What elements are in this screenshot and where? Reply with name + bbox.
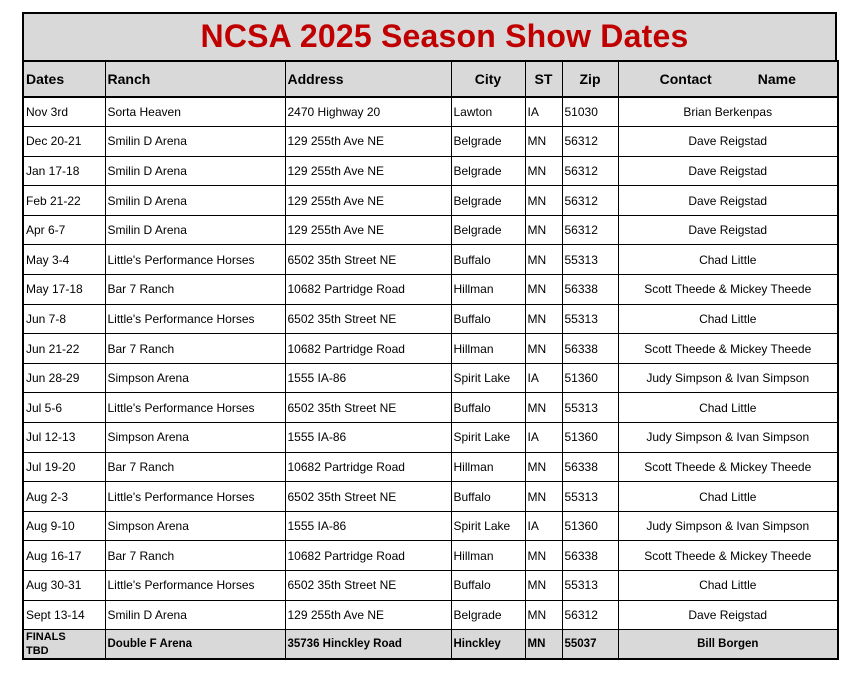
cell-contact: Chad Little [618, 482, 838, 512]
cell-ranch: Bar 7 Ranch [105, 541, 285, 571]
cell-address: 10682 Partridge Road [285, 452, 451, 482]
finals-label: FINALS [26, 631, 66, 644]
cell-contact: Brian Berkenpas [618, 97, 838, 127]
cell-dates: Nov 3rd [23, 97, 105, 127]
cell-city: Buffalo [451, 571, 525, 601]
cell-zip: 51360 [562, 423, 618, 453]
cell-contact: Dave Reigstad [618, 600, 838, 630]
cell-st: IA [525, 363, 562, 393]
cell-st: MN [525, 452, 562, 482]
cell-city: Hillman [451, 541, 525, 571]
show-dates-table [22, 60, 839, 660]
cell-city: Belgrade [451, 127, 525, 157]
page-title: NCSA 2025 Season Show Dates [200, 18, 689, 54]
cell-st: IA [525, 423, 562, 453]
cell-contact: Chad Little [618, 304, 838, 334]
cell-ranch: Bar 7 Ranch [105, 275, 285, 305]
cell-zip: 56312 [562, 215, 618, 245]
table-row [23, 541, 838, 571]
cell-st: MN [525, 156, 562, 186]
table-row [23, 511, 838, 541]
cell-dates: Dec 20-21 [23, 127, 105, 157]
cell-city: Hillman [451, 334, 525, 364]
cell-dates: Jun 21-22 [23, 334, 105, 364]
cell-contact: Dave Reigstad [618, 215, 838, 245]
cell-ranch: Smilin D Arena [105, 215, 285, 245]
cell-city: Hinckley [451, 630, 525, 660]
table-row [23, 423, 838, 453]
cell-address: 10682 Partridge Road [285, 275, 451, 305]
cell-dates: Aug 9-10 [23, 511, 105, 541]
header-address: Address [285, 61, 451, 97]
cell-dates: Jun 7-8 [23, 304, 105, 334]
cell-address: 10682 Partridge Road [285, 334, 451, 364]
cell-address: 129 255th Ave NE [285, 156, 451, 186]
cell-ranch: Bar 7 Ranch [105, 452, 285, 482]
cell-st: MN [525, 334, 562, 364]
table-row [23, 571, 838, 601]
header-st: ST [525, 61, 562, 97]
table-row [23, 275, 838, 305]
cell-dates: Sept 13-14 [23, 600, 105, 630]
cell-zip: 56338 [562, 334, 618, 364]
cell-city: Hillman [451, 452, 525, 482]
cell-st: MN [525, 541, 562, 571]
cell-st: MN [525, 245, 562, 275]
cell-st: IA [525, 511, 562, 541]
cell-ranch: Smilin D Arena [105, 186, 285, 216]
cell-zip: 56338 [562, 275, 618, 305]
cell-address: 1555 IA-86 [285, 511, 451, 541]
cell-address: 6502 35th Street NE [285, 304, 451, 334]
cell-st: IA [525, 97, 562, 127]
cell-city: Belgrade [451, 186, 525, 216]
cell-dates: Aug 16-17 [23, 541, 105, 571]
table-row [23, 186, 838, 216]
finals-row [23, 630, 838, 660]
cell-address: 6502 35th Street NE [285, 245, 451, 275]
cell-address: 6502 35th Street NE [285, 571, 451, 601]
cell-contact: Chad Little [618, 393, 838, 423]
table-row [23, 393, 838, 423]
cell-ranch: Little's Performance Horses [105, 304, 285, 334]
cell-ranch: Simpson Arena [105, 363, 285, 393]
cell-address: 129 255th Ave NE [285, 186, 451, 216]
cell-zip: 56312 [562, 186, 618, 216]
cell-st: MN [525, 600, 562, 630]
table-row [23, 127, 838, 157]
cell-contact: Scott Theede & Mickey Theede [618, 541, 838, 571]
cell-st: MN [525, 215, 562, 245]
table-row [23, 215, 838, 245]
table-header-row [23, 61, 838, 97]
table-row [23, 304, 838, 334]
cell-address: 35736 Hinckley Road [285, 630, 451, 660]
cell-city: Buffalo [451, 304, 525, 334]
cell-city: Spirit Lake [451, 363, 525, 393]
table-row [23, 156, 838, 186]
cell-contact: Judy Simpson & Ivan Simpson [618, 423, 838, 453]
cell-dates: May 3-4 [23, 245, 105, 275]
cell-zip: 55313 [562, 393, 618, 423]
cell-dates: Feb 21-22 [23, 186, 105, 216]
cell-city: Spirit Lake [451, 511, 525, 541]
cell-dates: May 17-18 [23, 275, 105, 305]
finals-tbd: TBD [26, 645, 49, 658]
table-row [23, 452, 838, 482]
cell-address: 1555 IA-86 [285, 363, 451, 393]
header-contact-name [618, 61, 838, 97]
table-body [23, 97, 838, 659]
cell-zip: 51360 [562, 511, 618, 541]
cell-ranch: Smilin D Arena [105, 156, 285, 186]
cell-zip: 56338 [562, 541, 618, 571]
cell-st: MN [525, 393, 562, 423]
cell-contact: Dave Reigstad [618, 127, 838, 157]
cell-zip: 56312 [562, 156, 618, 186]
cell-zip: 51360 [562, 363, 618, 393]
header-city: City [451, 61, 525, 97]
cell-address: 1555 IA-86 [285, 423, 451, 453]
header-ranch: Ranch [105, 61, 285, 97]
cell-city: Buffalo [451, 393, 525, 423]
cell-dates: Aug 30-31 [23, 571, 105, 601]
table-row [23, 334, 838, 364]
cell-contact: Scott Theede & Mickey Theede [618, 452, 838, 482]
table-row [23, 482, 838, 512]
cell-city: Spirit Lake [451, 423, 525, 453]
table-row [23, 363, 838, 393]
cell-dates: Jul 19-20 [23, 452, 105, 482]
cell-address: 129 255th Ave NE [285, 127, 451, 157]
cell-zip: 55313 [562, 571, 618, 601]
cell-address: 10682 Partridge Road [285, 541, 451, 571]
header-zip: Zip [562, 61, 618, 97]
schedule-sheet [22, 12, 837, 660]
cell-contact: Scott Theede & Mickey Theede [618, 275, 838, 305]
table-row [23, 97, 838, 127]
cell-city: Belgrade [451, 215, 525, 245]
cell-dates [23, 630, 105, 660]
cell-zip: 55313 [562, 304, 618, 334]
cell-city: Belgrade [451, 156, 525, 186]
cell-city: Buffalo [451, 482, 525, 512]
cell-contact: Chad Little [618, 245, 838, 275]
cell-ranch: Smilin D Arena [105, 127, 285, 157]
cell-contact: Judy Simpson & Ivan Simpson [618, 363, 838, 393]
cell-zip: 51030 [562, 97, 618, 127]
cell-address: 6502 35th Street NE [285, 482, 451, 512]
cell-address: 129 255th Ave NE [285, 600, 451, 630]
cell-address: 2470 Highway 20 [285, 97, 451, 127]
cell-ranch: Simpson Arena [105, 511, 285, 541]
cell-st: MN [525, 482, 562, 512]
cell-contact: Bill Borgen [618, 630, 838, 660]
cell-ranch: Little's Performance Horses [105, 571, 285, 601]
cell-ranch: Double F Arena [105, 630, 285, 660]
cell-zip: 56338 [562, 452, 618, 482]
cell-zip: 55037 [562, 630, 618, 660]
cell-ranch: Little's Performance Horses [105, 482, 285, 512]
cell-dates: Jul 5-6 [23, 393, 105, 423]
cell-contact: Dave Reigstad [618, 186, 838, 216]
cell-dates: Jan 17-18 [23, 156, 105, 186]
header-dates: Dates [23, 61, 105, 97]
table-row [23, 600, 838, 630]
table-row [23, 245, 838, 275]
cell-zip: 55313 [562, 245, 618, 275]
cell-st: MN [525, 127, 562, 157]
cell-dates: Jul 12-13 [23, 423, 105, 453]
cell-contact: Scott Theede & Mickey Theede [618, 334, 838, 364]
title-bar [22, 12, 837, 60]
cell-st: MN [525, 186, 562, 216]
cell-contact: Chad Little [618, 571, 838, 601]
cell-ranch: Little's Performance Horses [105, 393, 285, 423]
cell-st: MN [525, 304, 562, 334]
header-name: Name [757, 71, 796, 87]
header-contact: Contact [659, 71, 712, 87]
cell-dates: Jun 28-29 [23, 363, 105, 393]
cell-ranch: Simpson Arena [105, 423, 285, 453]
cell-city: Lawton [451, 97, 525, 127]
cell-address: 129 255th Ave NE [285, 215, 451, 245]
cell-zip: 55313 [562, 482, 618, 512]
cell-dates: Aug 2-3 [23, 482, 105, 512]
cell-city: Belgrade [451, 600, 525, 630]
cell-zip: 56312 [562, 600, 618, 630]
cell-contact: Dave Reigstad [618, 156, 838, 186]
cell-city: Hillman [451, 275, 525, 305]
cell-zip: 56312 [562, 127, 618, 157]
cell-ranch: Smilin D Arena [105, 600, 285, 630]
cell-city: Buffalo [451, 245, 525, 275]
cell-ranch: Little's Performance Horses [105, 245, 285, 275]
cell-ranch: Sorta Heaven [105, 97, 285, 127]
cell-contact: Judy Simpson & Ivan Simpson [618, 511, 838, 541]
cell-st: MN [525, 630, 562, 660]
cell-address: 6502 35th Street NE [285, 393, 451, 423]
cell-dates: Apr 6-7 [23, 215, 105, 245]
cell-ranch: Bar 7 Ranch [105, 334, 285, 364]
cell-st: MN [525, 275, 562, 305]
cell-st: MN [525, 571, 562, 601]
